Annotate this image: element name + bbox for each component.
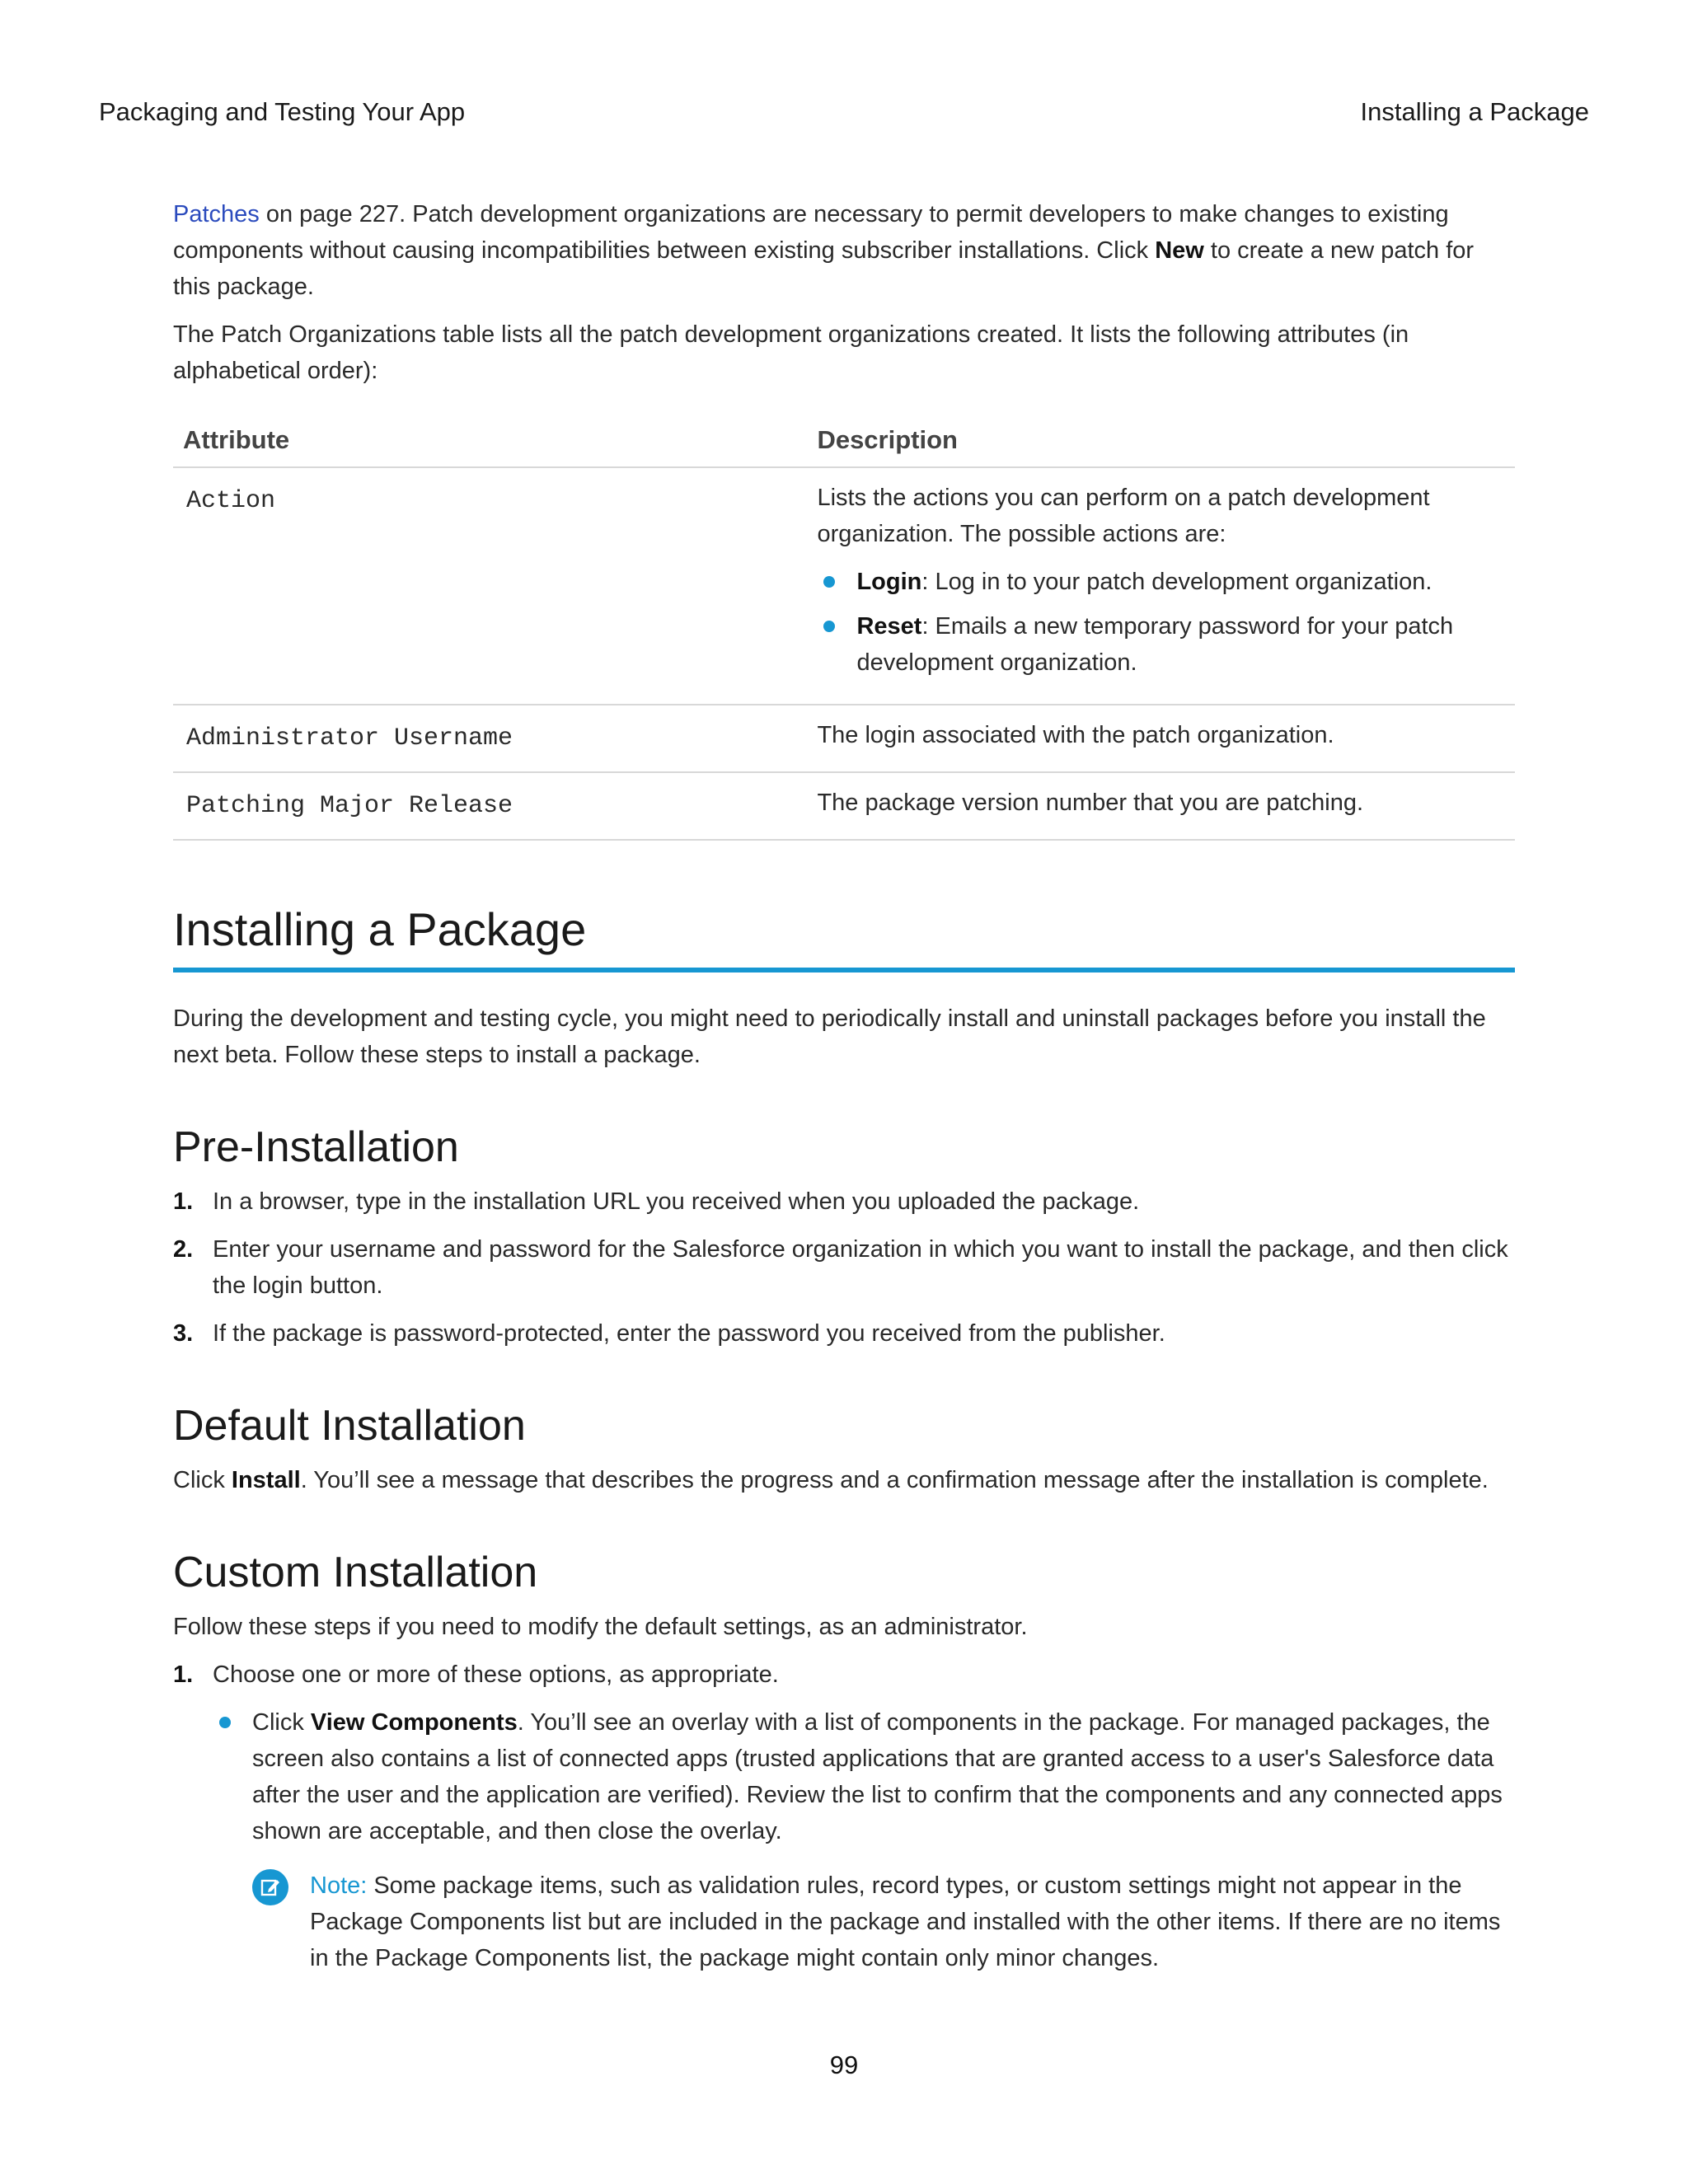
installing-paragraph: During the development and testing cycle, you might need to periodically install and uninstall packages before you install the next beta. Follow these steps to install a package. — [173, 1005, 1486, 1068]
list-item: Login: Log in to your patch development organization. — [817, 564, 1515, 600]
table-header-description: Description — [817, 425, 1515, 467]
description-cell: The login associated with the patch organization. — [817, 705, 1515, 772]
attribute-cell: Administrator Username — [173, 705, 817, 772]
table-row — [173, 772, 1515, 840]
note-edit-icon — [252, 1869, 288, 1905]
page-number: 99 — [829, 2050, 859, 2079]
attribute-cell: Patching Major Release — [173, 772, 817, 840]
patch-organizations-table — [173, 425, 1515, 841]
section-title-installing: Installing a Package — [173, 902, 1515, 972]
default-installation-paragraph: Click Install. You’ll see a message that describes the progress and a confirmation message after the installation is complete. — [173, 1467, 1489, 1493]
running-header-left: Packaging and Testing Your App — [99, 97, 466, 126]
page-content — [173, 196, 1515, 1988]
list-item: Reset: Emails a new temporary password for your patch development organization. — [817, 608, 1515, 681]
list-item: 2. Enter your username and password for the Salesforce organization in which you want to install the package, and then click the login button. — [173, 1236, 1508, 1299]
table-intro-paragraph: The Patch Organizations table lists all the patch development organizations created. It lists the following attributes (in alphabetical order): — [173, 321, 1409, 384]
list-item: Click View Components. You’ll see an overlay with a list of components in the package. For managed packages, the screen also contains a list of connected apps (trusted applications that are granted access to a user's Salesforce data after the user and the application are verified). Review the list to confirm that the components and any connected apps shown are acceptable, and then close the overlay. Note: Some package items, such as validation rules, record types, or custom settings might not appear in the Package Components list but are included in the package and installed with the other items. If there are no items in the Package Components list, the package might contain only minor changes. — [213, 1704, 1515, 1976]
description-cell: Lists the actions you can perform on a patch development organization. The possible actions are: Login: Log in to your patch development organization. Reset: Emails a new temporary password for your patch development organization. — [817, 467, 1515, 705]
heading-pre-installation: Pre-Installation — [173, 1123, 459, 1171]
table-row — [173, 705, 1515, 772]
bullet-icon — [823, 621, 835, 632]
table-header-row — [173, 425, 1515, 467]
list-item: 1. Choose one or more of these options, as appropriate. Click View Components. You’ll see an overlay with a list of components in the package. For managed packages, the screen also contains a list of connected apps (trusted applications that are granted access to a user's Salesforce data after the user and the application are verified). Review the list to confirm that the components and any connected apps shown are acceptable, and then close the overlay. Note: Some package items, such as validation rules, record types, or custom settings might not appear in the Package Components list but are included in the package and installed with the other items. If there are no items in the Package Components list, the package might contain only minor changes. — [173, 1657, 1515, 1976]
custom-installation-intro: Follow these steps if you need to modify the default settings, as an administrator. — [173, 1614, 1028, 1640]
custom-installation-steps — [173, 1657, 1515, 1976]
bullet-icon — [823, 576, 835, 588]
heading-default-installation: Default Installation — [173, 1402, 526, 1450]
new-button-ref: New — [1155, 237, 1204, 264]
note-callout — [252, 1868, 1515, 1976]
table-header-attribute: Attribute — [173, 425, 817, 467]
actions-list — [817, 564, 1515, 681]
description-cell: The package version number that you are patching. — [817, 772, 1515, 840]
list-item: 3. If the package is password-protected, enter the password you received from the publisher. — [173, 1320, 1165, 1347]
heading-custom-installation: Custom Installation — [173, 1549, 538, 1596]
bullet-icon — [219, 1717, 231, 1728]
note-label: Note: — [310, 1872, 368, 1899]
patches-link[interactable]: Patches — [173, 201, 260, 227]
running-header-right: Installing a Package — [1360, 97, 1589, 126]
pre-installation-steps — [173, 1183, 1515, 1352]
table-row — [173, 467, 1515, 705]
list-item: 1. In a browser, type in the installation URL you received when you uploaded the package. — [173, 1188, 1140, 1215]
intro-paragraph: Patches on page 227. Patch development organizations are necessary to permit developers to make changes to existing components without causing incompatibilities between existing subscriber installations. Click New to create a new patch for this package. — [173, 201, 1475, 300]
options-list — [213, 1704, 1515, 1976]
attribute-cell: Action — [173, 467, 817, 705]
note-text: Some package items, such as validation rules, record types, or custom settings might not appear in the Package Components list but are included in the package and installed with the other items. If there are no items in the Package Components list, the package might contain only minor changes. — [310, 1872, 1501, 1971]
